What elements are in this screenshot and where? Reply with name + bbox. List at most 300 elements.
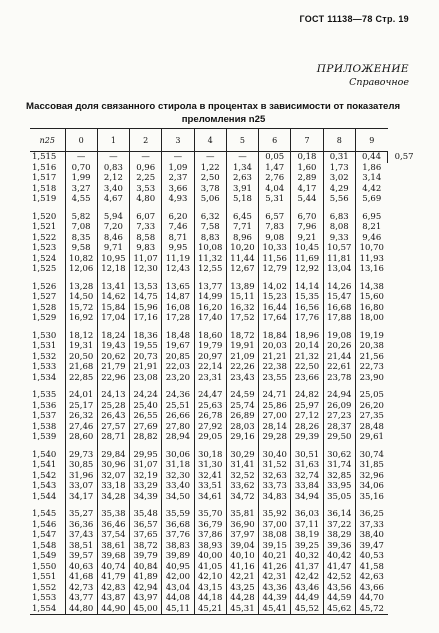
value-cell: 34,28	[97, 492, 129, 503]
value-cell: 40,84	[130, 562, 162, 573]
value-cell: 4,67	[97, 194, 129, 205]
row-index-cell: 1,550	[32, 561, 57, 572]
spacer-cell	[259, 205, 291, 212]
value-cell: 26,78	[194, 411, 226, 422]
value-cell: 40,53	[355, 551, 387, 562]
row-index-cell: 1,545	[32, 509, 57, 519]
value-cell: 14,99	[194, 292, 226, 303]
value-cell: 32,96	[355, 471, 387, 482]
value-cell: 24,82	[291, 390, 323, 401]
value-cell: 21,09	[226, 352, 258, 363]
group-spacer	[30, 205, 420, 212]
value-cell: 13,65	[162, 282, 194, 293]
value-cell: 42,00	[162, 572, 194, 583]
value-cell: 18,12	[65, 331, 97, 342]
row-index-cell: 1,554	[30, 604, 65, 615]
spacer-cell	[97, 205, 129, 212]
row-index-cell: 1,535	[32, 390, 57, 400]
value-cell: 30,29	[226, 450, 258, 461]
value-cell: 19,91	[226, 341, 258, 352]
table-row	[30, 264, 420, 275]
value-cell: 14,62	[97, 292, 129, 303]
value-cell: 12,67	[226, 264, 258, 275]
value-cell: 23,55	[259, 373, 291, 384]
value-cell: 17,76	[291, 313, 323, 324]
value-cell: 6,95	[355, 212, 387, 223]
spacer-cell	[355, 502, 387, 509]
value-cell: 26,43	[97, 411, 129, 422]
value-cell: 37,11	[291, 520, 323, 531]
value-cell: 30,06	[162, 450, 194, 461]
header-refractive-index: n25	[30, 129, 65, 152]
value-cell: 4,93	[162, 194, 194, 205]
value-cell: 16,68	[323, 303, 355, 314]
value-cell: 9,71	[97, 243, 129, 254]
value-cell: 14,75	[130, 292, 162, 303]
group-spacer	[30, 383, 420, 390]
table-row	[30, 492, 420, 503]
row-index-cell: 1,552	[32, 582, 57, 593]
value-cell: 31,18	[162, 460, 194, 471]
table-row	[30, 460, 420, 471]
table-row	[30, 254, 420, 265]
value-cell: 36,03	[291, 509, 323, 520]
value-cell: 44,18	[194, 593, 226, 604]
value-cell: 27,57	[97, 422, 129, 433]
spacer-cell	[30, 205, 65, 212]
value-cell: 30,74	[355, 450, 387, 461]
row-index-cell: 1,516	[32, 162, 57, 173]
value-cell: 24,13	[97, 390, 129, 401]
value-cell: 45,72	[355, 604, 387, 615]
row-index-cell: 1,548	[32, 540, 57, 551]
value-cell: 15,72	[65, 303, 97, 314]
value-cell: 14,02	[259, 282, 291, 293]
value-cell: 18,96	[291, 331, 323, 342]
value-cell: 13,53	[130, 282, 162, 293]
spacer-cell	[30, 383, 65, 390]
value-cell: 45,31	[226, 604, 258, 615]
row-index-cell: 1,517	[32, 173, 57, 183]
value-cell: 14,87	[162, 292, 194, 303]
value-cell: 37,22	[323, 520, 355, 531]
value-cell: 22,03	[162, 362, 194, 373]
value-cell: 19,08	[323, 331, 355, 342]
value-cell: 44,70	[355, 593, 387, 604]
value-cell: 41,37	[291, 562, 323, 573]
value-cell: 32,63	[259, 471, 291, 482]
row-index-cell: 1,518	[32, 183, 57, 194]
group-spacer	[30, 502, 420, 509]
appendix-subtitle: Справочное	[349, 77, 409, 88]
table-row	[30, 509, 420, 520]
spacer-cell	[323, 502, 355, 509]
table-row	[30, 432, 420, 443]
row-index-cell: 1,529	[32, 313, 57, 323]
value-cell: 26,89	[226, 411, 258, 422]
value-cell: 35,92	[259, 509, 291, 520]
value-cell: 31,41	[226, 460, 258, 471]
value-cell: 31,85	[355, 460, 387, 471]
table-row	[30, 282, 420, 293]
value-cell: 3,14	[355, 173, 387, 184]
value-cell: 42,42	[291, 572, 323, 583]
value-cell: 32,85	[323, 471, 355, 482]
row-index-cell: 1,521	[32, 222, 57, 232]
value-cell: 27,00	[259, 411, 291, 422]
caption-line-2: преломления n25	[181, 114, 266, 125]
spacer-cell	[226, 205, 258, 212]
table-row	[30, 341, 420, 352]
value-cell: 12,06	[65, 264, 97, 275]
value-cell: 34,06	[355, 481, 387, 492]
value-cell: 6,83	[323, 212, 355, 223]
value-cell: 4,42	[355, 184, 387, 195]
spacer-cell	[130, 443, 162, 450]
value-cell: 6,20	[162, 212, 194, 223]
value-cell: 41,26	[259, 562, 291, 573]
value-cell: 15,35	[291, 292, 323, 303]
value-cell: 29,16	[226, 432, 258, 443]
value-cell: 39,15	[259, 541, 291, 552]
value-cell: 10,45	[291, 243, 323, 254]
value-cell: 9,08	[259, 233, 291, 244]
value-cell: 41,68	[65, 572, 97, 583]
value-cell: 42,94	[130, 583, 162, 594]
value-cell: 10,08	[194, 243, 226, 254]
value-cell: 2,50	[194, 173, 226, 184]
value-cell: 31,63	[291, 460, 323, 471]
value-cell: 36,90	[226, 520, 258, 531]
spacer-cell	[194, 383, 226, 390]
spacer-cell	[162, 443, 194, 450]
value-cell: 35,38	[97, 509, 129, 520]
value-cell: 25,86	[259, 401, 291, 412]
table-row	[30, 152, 420, 163]
value-cell: 35,48	[130, 509, 162, 520]
value-cell: 24,36	[162, 390, 194, 401]
value-cell: 40,10	[226, 551, 258, 562]
spacer-cell	[226, 502, 258, 509]
value-cell: 12,18	[97, 264, 129, 275]
header-digit-1: 1	[97, 129, 129, 152]
value-cell: 35,59	[162, 509, 194, 520]
value-cell: 20,62	[97, 352, 129, 363]
value-cell: 36,36	[65, 520, 97, 531]
value-cell: 41,47	[323, 562, 355, 573]
value-cell: 15,84	[97, 303, 129, 314]
spacer-cell	[65, 383, 97, 390]
value-cell: 28,37	[323, 422, 355, 433]
value-cell: 23,08	[130, 373, 162, 384]
value-cell: 44,49	[291, 593, 323, 604]
value-cell: 31,30	[194, 460, 226, 471]
value-cell: 3,53	[130, 184, 162, 195]
value-cell: 45,00	[130, 604, 162, 615]
spacer-cell	[130, 383, 162, 390]
row-index-cell: 1,519	[32, 194, 57, 204]
value-cell: 28,82	[130, 432, 162, 443]
value-cell: 21,91	[130, 362, 162, 373]
value-cell: 15,60	[355, 292, 387, 303]
value-cell: 23,90	[355, 373, 387, 384]
value-cell: 29,95	[130, 450, 162, 461]
row-index-cell: 1,533	[32, 362, 57, 372]
value-cell: 34,17	[65, 492, 97, 503]
row-index-cell: 1,528	[32, 302, 57, 313]
value-cell: 41,05	[194, 562, 226, 573]
value-cell: 15,11	[226, 292, 258, 303]
table-row	[30, 222, 420, 233]
value-cell: 13,28	[65, 282, 97, 293]
spacer-cell	[194, 205, 226, 212]
value-cell: 27,35	[355, 411, 387, 422]
table-row	[30, 212, 420, 223]
value-cell: 27,23	[323, 411, 355, 422]
row-index-cell: 1,541	[32, 460, 57, 470]
spacer-cell	[355, 324, 387, 331]
row-index-cell: 1,540	[32, 449, 57, 460]
value-cell: 17,88	[323, 313, 355, 324]
value-cell: 3,91	[226, 184, 258, 195]
spacer-cell	[291, 275, 323, 282]
value-cell: 38,61	[97, 541, 129, 552]
spacer-cell	[97, 443, 129, 450]
value-cell: 2,76	[259, 173, 291, 184]
value-cell: 41,58	[355, 562, 387, 573]
value-cell: 43,66	[355, 583, 387, 594]
spacer-cell	[194, 443, 226, 450]
value-cell: 2,25	[130, 173, 162, 184]
value-cell: 21,79	[97, 362, 129, 373]
value-cell: 39,25	[291, 541, 323, 552]
value-cell: 31,96	[65, 471, 97, 482]
value-cell: 2,12	[97, 173, 129, 184]
value-cell: 40,63	[65, 562, 97, 573]
value-cell: 38,08	[259, 530, 291, 541]
table-row	[30, 352, 420, 363]
value-cell: 7,58	[194, 222, 226, 233]
value-cell: 1,22	[194, 163, 226, 174]
header-digit-9: 9	[355, 129, 387, 152]
value-cell: 12,79	[259, 264, 291, 275]
value-cell: 27,92	[194, 422, 226, 433]
value-cell: 37,43	[65, 530, 97, 541]
value-cell: 28,71	[97, 432, 129, 443]
value-cell: 24,59	[226, 390, 258, 401]
row-index-cell: 1,520	[32, 211, 57, 222]
value-cell: 25,17	[65, 401, 97, 412]
value-cell: 39,04	[226, 541, 258, 552]
value-cell: 7,71	[226, 222, 258, 233]
value-cell: 29,28	[259, 432, 291, 443]
value-cell: 40,00	[194, 551, 226, 562]
table-row	[30, 313, 420, 324]
value-cell: 2,89	[291, 173, 323, 184]
value-cell: 25,74	[226, 401, 258, 412]
value-cell: 45,41	[259, 604, 291, 615]
value-cell: 30,18	[194, 450, 226, 461]
value-cell: 11,44	[226, 254, 258, 265]
header-digit-2: 2	[130, 129, 162, 152]
value-cell: 37,65	[130, 530, 162, 541]
value-cell: 33,95	[323, 481, 355, 492]
value-cell: 0,96	[130, 163, 162, 174]
value-cell: 39,57	[65, 551, 97, 562]
value-cell: 38,51	[65, 541, 97, 552]
value-cell: 0,70	[65, 163, 97, 174]
table-row	[30, 194, 420, 205]
value-cell: 21,44	[323, 352, 355, 363]
value-cell: 5,69	[355, 194, 387, 205]
table-row	[30, 551, 420, 562]
value-cell: 12,43	[162, 264, 194, 275]
spacer-cell	[291, 443, 323, 450]
value-cell: 22,26	[226, 362, 258, 373]
value-cell: 27,80	[162, 422, 194, 433]
value-cell: 34,39	[130, 492, 162, 503]
value-cell: 8,35	[65, 233, 97, 244]
value-cell: 15,23	[259, 292, 291, 303]
value-cell: 43,87	[97, 593, 129, 604]
value-cell: 4,04	[259, 184, 291, 195]
spacer-cell	[194, 324, 226, 331]
value-cell: 36,57	[130, 520, 162, 531]
table-row	[30, 471, 420, 482]
value-cell: —	[226, 152, 258, 163]
row-index-cell: 1,546	[32, 519, 57, 530]
value-cell: 3,02	[323, 173, 355, 184]
spacer-cell	[65, 324, 97, 331]
table-row	[30, 562, 420, 573]
value-cell: 37,76	[162, 530, 194, 541]
value-cell: 31,07	[130, 460, 162, 471]
spacer-cell	[259, 502, 291, 509]
spacer-cell	[97, 324, 129, 331]
table-row	[30, 243, 420, 254]
value-cell: 13,16	[355, 264, 387, 275]
value-cell: 43,15	[194, 583, 226, 594]
spacer-cell	[162, 205, 194, 212]
spacer-cell	[226, 383, 258, 390]
value-cell: 11,32	[194, 254, 226, 265]
value-cell: 32,41	[194, 471, 226, 482]
spacer-cell	[97, 383, 129, 390]
row-index-cell: 1,536	[32, 400, 57, 411]
value-cell: 32,07	[97, 471, 129, 482]
value-cell: 30,85	[65, 460, 97, 471]
value-cell: 38,72	[130, 541, 162, 552]
value-cell: 19,19	[355, 331, 387, 342]
spacer-cell	[355, 205, 387, 212]
value-cell: 24,94	[323, 390, 355, 401]
value-cell: 15,96	[130, 303, 162, 314]
value-cell: 11,81	[323, 254, 355, 265]
value-cell: 8,46	[97, 233, 129, 244]
value-cell: 32,30	[162, 471, 194, 482]
value-cell: 36,46	[97, 520, 129, 531]
value-cell: 31,52	[259, 460, 291, 471]
row-index-cell: 1,543	[32, 481, 57, 491]
value-cell: 16,56	[291, 303, 323, 314]
value-cell: 18,00	[355, 313, 387, 324]
table-row	[30, 362, 420, 373]
value-cell: 18,48	[162, 331, 194, 342]
value-cell: 10,57	[323, 243, 355, 254]
value-cell: 29,61	[355, 432, 387, 443]
value-cell: —	[162, 152, 194, 163]
value-cell: 12,92	[291, 264, 323, 275]
value-cell: 17,28	[162, 313, 194, 324]
value-cell: 1,60	[291, 163, 323, 174]
value-cell: 40,32	[291, 551, 323, 562]
spacer-cell	[194, 275, 226, 282]
value-cell: 10,95	[97, 254, 129, 265]
value-cell: 9,95	[162, 243, 194, 254]
value-cell: 34,72	[226, 492, 258, 503]
spacer-cell	[130, 275, 162, 282]
value-cell: 37,86	[194, 530, 226, 541]
value-cell: 5,82	[65, 212, 97, 223]
value-cell: 18,36	[130, 331, 162, 342]
page-header: ГОСТ 11138—78 Стр. 19	[299, 14, 409, 24]
value-cell: 1,86	[355, 163, 387, 174]
value-cell: 8,96	[226, 233, 258, 244]
spacer-cell	[259, 324, 291, 331]
value-cell: 1,73	[323, 163, 355, 174]
value-cell: 30,51	[291, 450, 323, 461]
value-cell: 36,68	[162, 520, 194, 531]
value-cell: 3,78	[194, 184, 226, 195]
value-cell: 6,70	[291, 212, 323, 223]
value-cell: 40,21	[259, 551, 291, 562]
spacer-cell	[226, 324, 258, 331]
value-cell: 4,55	[65, 194, 97, 205]
value-cell: 4,80	[130, 194, 162, 205]
value-cell: 2,63	[226, 173, 258, 184]
value-cell: 29,84	[97, 450, 129, 461]
value-cell: 18,72	[226, 331, 258, 342]
value-cell: —	[130, 152, 162, 163]
value-cell: 7,08	[65, 222, 97, 233]
value-cell: 43,46	[291, 583, 323, 594]
value-cell: 9,58	[65, 243, 97, 254]
value-cell: 42,21	[226, 572, 258, 583]
value-cell: 39,89	[162, 551, 194, 562]
value-cell: 25,40	[130, 401, 162, 412]
value-cell: 33,73	[259, 481, 291, 492]
value-cell: 9,46	[355, 233, 387, 244]
caption-line-1: Массовая доля связанного стирола в процентах в зависимости от показателя	[26, 101, 401, 112]
value-cell: 1,47	[259, 163, 291, 174]
value-cell: 39,47	[355, 541, 387, 552]
table-row	[30, 331, 420, 342]
value-cell: 5,56	[323, 194, 355, 205]
value-cell: 27,46	[65, 422, 97, 433]
spacer-cell	[355, 383, 387, 390]
value-cell: 29,05	[194, 432, 226, 443]
value-cell: 26,32	[65, 411, 97, 422]
value-cell: 35,70	[194, 509, 226, 520]
group-spacer	[30, 324, 420, 331]
value-cell: 20,50	[65, 352, 97, 363]
value-cell: 21,68	[65, 362, 97, 373]
value-cell: 25,05	[355, 390, 387, 401]
value-cell: 1,99	[65, 173, 97, 184]
value-cell: 2,37	[162, 173, 194, 184]
value-cell: 42,31	[259, 572, 291, 583]
spacer-cell	[291, 324, 323, 331]
